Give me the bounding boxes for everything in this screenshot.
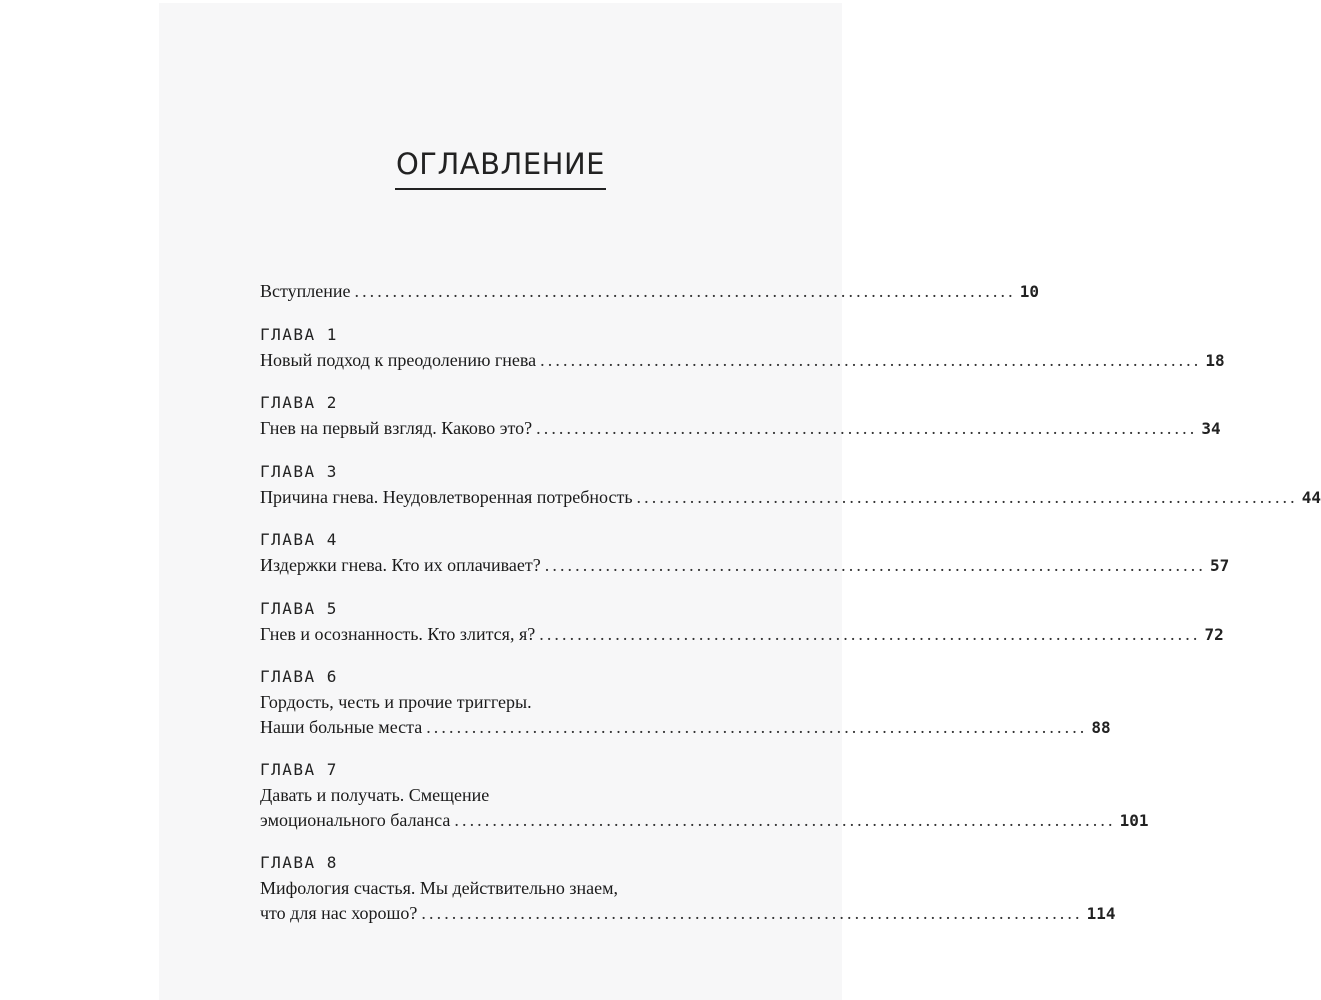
- chapter-label: ГЛАВА 1: [260, 324, 338, 344]
- toc-entry-title: Гнев на первый взгляд. Каково это?: [260, 418, 533, 438]
- book-page: [159, 3, 1321, 1000]
- chapter-label: ГЛАВА 3: [260, 461, 338, 481]
- toc-entry-chapter-2: [260, 390, 1221, 442]
- toc-entry-title: Вступление: [260, 281, 351, 301]
- toc-entry-title-line: Мифология счастья. Мы действительно знаем,: [260, 878, 619, 898]
- toc-entry-chapter-3: [260, 459, 1321, 511]
- dot-leader: .......................................................................................: [544, 555, 1206, 575]
- toc-row[interactable]: [260, 279, 1039, 305]
- dot-leader: .......................................................................................: [454, 809, 1116, 830]
- page-title: ОГЛАВЛЕНИЕ: [395, 146, 606, 190]
- dot-leader: .......................................................................................: [540, 349, 1202, 370]
- toc-entry-chapter-1: [260, 322, 1225, 374]
- toc-row[interactable]: [260, 348, 1225, 374]
- chapter-label: ГЛАВА 4: [260, 530, 338, 549]
- chapter-label: ГЛАВА 7: [260, 760, 338, 779]
- toc-row[interactable]: [260, 901, 1116, 927]
- chapter-label: ГЛАВА 5: [260, 598, 338, 618]
- toc-row[interactable]: [260, 808, 1149, 834]
- title-wrapper: [159, 146, 842, 190]
- page-number: 10: [1019, 282, 1039, 301]
- dot-leader: .......................................................................................: [421, 902, 1083, 923]
- page-number: 18: [1205, 350, 1225, 370]
- toc-entry-title: Новый подход к преодолению гнева: [260, 349, 537, 370]
- toc-entry-title: Гнев и осознанность. Кто злится, я?: [260, 623, 536, 644]
- chapter-label: ГЛАВА 6: [260, 667, 338, 686]
- toc-entry-title: эмоционального баланса: [260, 809, 451, 830]
- toc-entry-chapter-6: [260, 664, 1111, 740]
- dot-leader: .......................................................................................: [354, 281, 1016, 301]
- toc-row[interactable]: [260, 553, 1230, 579]
- toc-entry-title: Издержки гнева. Кто их оплачивает?: [260, 555, 541, 575]
- table-of-contents: [260, 279, 1321, 943]
- toc-entry-title: что для нас хорошо?: [260, 902, 418, 923]
- toc-entry-introduction: [260, 279, 1039, 305]
- page-number: 44: [1301, 487, 1321, 507]
- toc-row[interactable]: [260, 715, 1111, 741]
- page-number: 57: [1209, 556, 1230, 575]
- dot-leader: .......................................................................................: [426, 716, 1088, 737]
- chapter-label: ГЛАВА 2: [260, 393, 338, 412]
- page-number: 88: [1091, 717, 1111, 737]
- chapter-label: ГЛАВА 8: [260, 853, 338, 872]
- toc-row[interactable]: [260, 416, 1221, 442]
- dot-leader: .......................................................................................: [536, 418, 1198, 438]
- toc-entry-chapter-4: [260, 527, 1230, 579]
- toc-entry-chapter-5: [260, 596, 1224, 648]
- toc-entry-title: Причина гнева. Неудовлетворенная потребность: [260, 486, 633, 507]
- toc-entry-chapter-7: [260, 757, 1149, 833]
- page-number: 34: [1201, 419, 1221, 438]
- toc-entry-title: Наши больные места: [260, 716, 423, 737]
- toc-entry-title-line: Гордость, честь и прочие триггеры.: [260, 692, 532, 712]
- page-number: 72: [1204, 624, 1224, 644]
- toc-row[interactable]: [260, 485, 1321, 511]
- page-number: 101: [1119, 810, 1149, 830]
- dot-leader: .......................................................................................: [539, 623, 1201, 644]
- toc-entry-title-line: Давать и получать. Смещение: [260, 785, 490, 805]
- toc-entry-chapter-8: [260, 850, 1116, 926]
- toc-row[interactable]: [260, 622, 1224, 648]
- dot-leader: .......................................................................................: [636, 486, 1298, 507]
- page-number: 114: [1086, 903, 1116, 923]
